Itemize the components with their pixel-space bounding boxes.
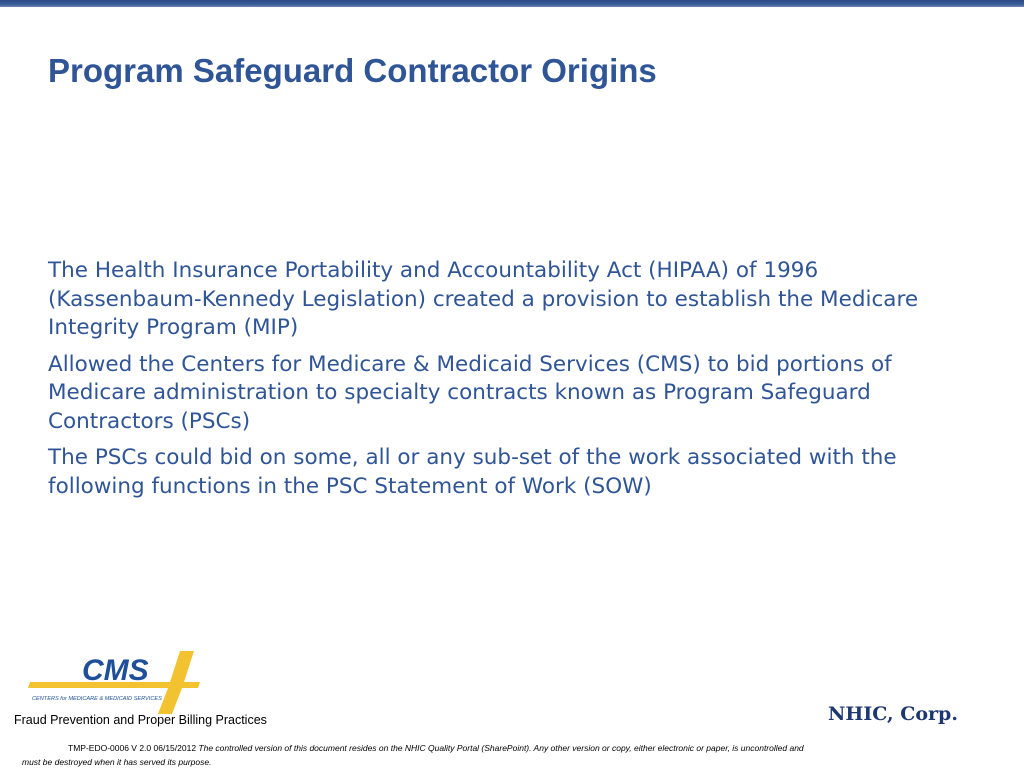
cms-logo-subtext: CENTERS for MEDICARE & MEDICAID SERVICES [32,696,162,702]
paragraph-psc-work: The PSCs could bid on some, all or any sub-set of the work associated with the following functions in the PSC Statement of Work (SOW) [48,445,897,499]
disclaimer-line-2 [22,755,1012,768]
slide-body [48,257,938,509]
footer-course-title: Fraud Prevention and Proper Billing Practices [14,713,267,727]
nhic-logo: NHIC, Corp. [828,703,958,725]
disclaimer-line-1 [22,741,1012,755]
disclaimer-text-1: The controlled version of this document resides on the NHIC Quality Portal (SharePoint). Any other version or copy, either electronic or paper, is uncontrolled and [198,743,804,753]
disclaimer-text-2: must be destroyed when it has served its purpose. [22,757,212,767]
slide-title: Program Safeguard Contractor Origins [48,52,657,89]
top-accent-bar [0,0,1024,7]
document-id: TMP-EDO-0006 V 2.0 06/15/2012 [68,743,197,753]
footer-disclaimer [22,741,1012,768]
cms-logo [22,648,200,714]
paragraph-hipaa: The Health Insurance Portability and Accountability Act (HIPAA) of 1996 (Kassenbaum-Kennedy Legislation) created a provision to establish the Medicare Integrity Program (MIP) [48,258,919,340]
cms-logo-text: CMS [82,654,149,687]
paragraph-cms-bid: Allowed the Centers for Medicare & Medicaid Services (CMS) to bid portions of Medicare administration to specialty contracts known as Program Safeguard Contractors (PSCs) [48,351,892,434]
